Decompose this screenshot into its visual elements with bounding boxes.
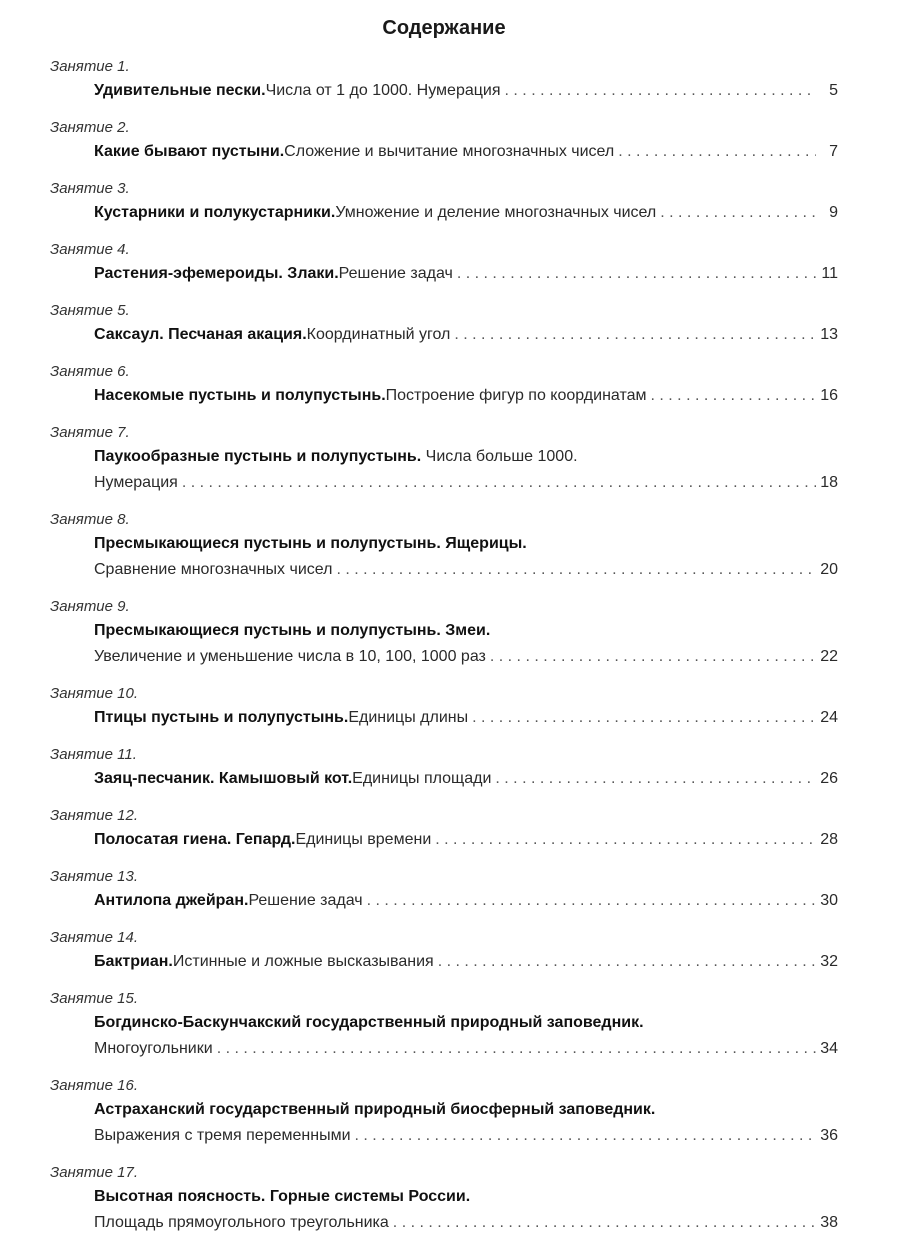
page-number: 28 <box>820 831 838 848</box>
page-number: 18 <box>820 474 838 491</box>
entry-text <box>50 618 838 670</box>
topic-title: Паукообразные пустынь и полупустынь. <box>94 448 422 465</box>
entry-text <box>50 383 838 409</box>
dot-leader <box>355 1123 817 1149</box>
math-topic: Единицы длины <box>348 709 469 726</box>
entry-text <box>50 261 838 287</box>
math-topic: Числа от 1 до 1000. Нумерация <box>265 82 501 99</box>
lesson-number: Занятие 6. <box>50 363 130 380</box>
entry-text <box>50 1184 838 1236</box>
page-number: 30 <box>820 892 838 909</box>
entry-line <box>94 1210 838 1236</box>
toc-entry <box>50 927 838 975</box>
lesson-number: Занятие 9. <box>50 598 130 615</box>
topic-title: Антилопа джейран. <box>94 892 249 909</box>
topic-title: Саксаул. Песчаная акация. <box>94 326 307 343</box>
topic-title: Астраханский государственный природный биосферный заповедник. <box>94 1101 656 1118</box>
entry-line <box>94 1184 838 1210</box>
lesson-number: Занятие 3. <box>50 180 130 197</box>
lesson-number: Занятие 15. <box>50 990 139 1007</box>
entry-line <box>94 78 838 104</box>
entry-text <box>50 322 838 348</box>
topic-title: Насекомые пустынь и полупустынь. <box>94 387 386 404</box>
entry-line <box>94 766 838 792</box>
dot-leader <box>367 888 816 914</box>
toc-entry <box>50 988 838 1062</box>
math-topic: Площадь прямоугольного треугольника <box>94 1214 389 1231</box>
page-number: 38 <box>820 1214 838 1231</box>
entry-text <box>50 888 838 914</box>
toc-entry <box>50 178 838 226</box>
dot-leader <box>217 1036 816 1062</box>
entry-text <box>50 949 838 975</box>
entry-line <box>94 1097 838 1123</box>
entry-line <box>94 1123 838 1149</box>
entry-text <box>50 139 838 165</box>
dot-leader <box>505 78 816 104</box>
lesson-number: Занятие 16. <box>50 1077 139 1094</box>
entry-line <box>94 557 838 583</box>
page-number: 22 <box>820 648 838 665</box>
topic-title: Заяц-песчаник. Камышовый кот. <box>94 770 353 787</box>
topic-title: Птицы пустынь и полупустынь. <box>94 709 349 726</box>
math-topic: Увеличение и уменьшение числа в 10, 100, 1000 раз <box>94 648 486 665</box>
entry-text <box>50 78 838 104</box>
entry-line <box>94 444 838 470</box>
entry-text <box>50 1010 838 1062</box>
entry-line <box>94 531 838 557</box>
toc-entry <box>50 1162 838 1236</box>
page-title: Содержание <box>382 17 506 39</box>
entry-text <box>50 531 838 583</box>
entry-line <box>94 139 838 165</box>
lesson-number: Занятие 4. <box>50 241 130 258</box>
lesson-number: Занятие 7. <box>50 424 130 441</box>
dot-leader <box>457 261 816 287</box>
math-topic: Единицы площади <box>352 770 492 787</box>
dot-leader <box>490 644 816 670</box>
toc-entry <box>50 596 838 670</box>
entry-line <box>94 618 838 644</box>
dot-leader <box>472 705 816 731</box>
entry-text <box>50 1097 838 1149</box>
lesson-number: Занятие 13. <box>50 868 139 885</box>
page-number: 9 <box>829 204 838 221</box>
math-topic: Истинные и ложные высказывания <box>172 953 434 970</box>
entry-text <box>50 444 838 496</box>
topic-title: Богдинско-Баскунчакский государственный природный заповедник. <box>94 1014 644 1031</box>
entry-text <box>50 766 838 792</box>
topic-title: Пресмыкающиеся пустынь и полупустынь. Змеи. <box>94 622 491 639</box>
dot-leader <box>435 827 816 853</box>
lesson-number: Занятие 1. <box>50 58 130 75</box>
entry-line <box>94 888 838 914</box>
math-topic: Единицы времени <box>295 831 432 848</box>
page-number: 11 <box>821 265 838 282</box>
page-number: 24 <box>820 709 838 726</box>
lesson-number: Занятие 12. <box>50 807 139 824</box>
topic-title: Какие бывают пустыни. <box>94 143 285 160</box>
lesson-number: Занятие 17. <box>50 1164 139 1181</box>
dot-leader <box>618 139 816 165</box>
entry-text <box>50 827 838 853</box>
lesson-number: Занятие 2. <box>50 119 130 136</box>
entry-line <box>94 261 838 287</box>
entry-line <box>94 1010 838 1036</box>
dot-leader <box>660 200 816 226</box>
lesson-number: Занятие 14. <box>50 929 139 946</box>
topic-title: Высотная поясность. Горные системы России. <box>94 1188 471 1205</box>
page-number: 16 <box>820 387 838 404</box>
dot-leader <box>438 949 816 975</box>
lesson-number: Занятие 8. <box>50 511 130 528</box>
page-number: 7 <box>829 143 838 160</box>
topic-title: Пресмыкающиеся пустынь и полупустынь. Ящерицы. <box>94 535 527 552</box>
page-number: 34 <box>820 1040 838 1057</box>
entry-line <box>94 705 838 731</box>
math-topic: Числа больше 1000. <box>421 448 578 465</box>
toc-entry <box>50 866 838 914</box>
entry-line <box>94 200 838 226</box>
page-number: 36 <box>820 1127 838 1144</box>
dot-leader <box>495 766 816 792</box>
entry-line <box>94 827 838 853</box>
page-number: 13 <box>820 326 838 343</box>
page-number: 32 <box>820 953 838 970</box>
page-number: 26 <box>820 770 838 787</box>
entry-line <box>94 383 838 409</box>
toc-entry <box>50 422 838 496</box>
entry-text <box>50 200 838 226</box>
math-topic: Сложение и вычитание многозначных чисел <box>284 143 615 160</box>
math-topic: Умножение и деление многозначных чисел <box>335 204 657 221</box>
topic-title: Бактриан. <box>94 953 173 970</box>
page-number: 5 <box>829 82 838 99</box>
math-topic: Многоугольники <box>94 1040 213 1057</box>
toc-entry <box>50 509 838 583</box>
entry-line <box>94 470 838 496</box>
toc-entry <box>50 683 838 731</box>
dot-leader <box>651 383 817 409</box>
toc-entry <box>50 744 838 792</box>
topic-title: Полосатая гиена. Гепард. <box>94 831 296 848</box>
dot-leader <box>182 470 816 496</box>
math-topic: Построение фигур по координатам <box>385 387 647 404</box>
entry-line <box>94 1036 838 1062</box>
toc-entry <box>50 117 838 165</box>
entry-line <box>94 322 838 348</box>
toc-entry <box>50 361 838 409</box>
math-topic: Сравнение многозначных чисел <box>94 561 333 578</box>
dot-leader <box>393 1210 816 1236</box>
entry-line <box>94 949 838 975</box>
dot-leader <box>336 557 816 583</box>
math-topic: Решение задач <box>248 892 363 909</box>
math-topic: Нумерация <box>94 474 178 491</box>
lesson-number: Занятие 11. <box>50 746 137 763</box>
lesson-number: Занятие 5. <box>50 302 130 319</box>
toc-entry <box>50 239 838 287</box>
page-number: 20 <box>820 561 838 578</box>
math-topic: Выражения с тремя переменными <box>94 1127 351 1144</box>
math-topic: Решение задач <box>338 265 453 282</box>
toc-entry <box>50 1075 838 1149</box>
entry-text <box>50 705 838 731</box>
topic-title: Растения-эфемероиды. Злаки. <box>94 265 339 282</box>
toc-entry <box>50 300 838 348</box>
entry-line <box>94 644 838 670</box>
toc-entry <box>50 56 838 104</box>
topic-title: Кустарники и полукустарники. <box>94 204 336 221</box>
math-topic: Координатный угол <box>306 326 451 343</box>
topic-title: Удивительные пески. <box>94 82 266 99</box>
dot-leader <box>454 322 816 348</box>
lesson-number: Занятие 10. <box>50 685 139 702</box>
toc-entry <box>50 805 838 853</box>
table-of-contents <box>50 56 838 1236</box>
